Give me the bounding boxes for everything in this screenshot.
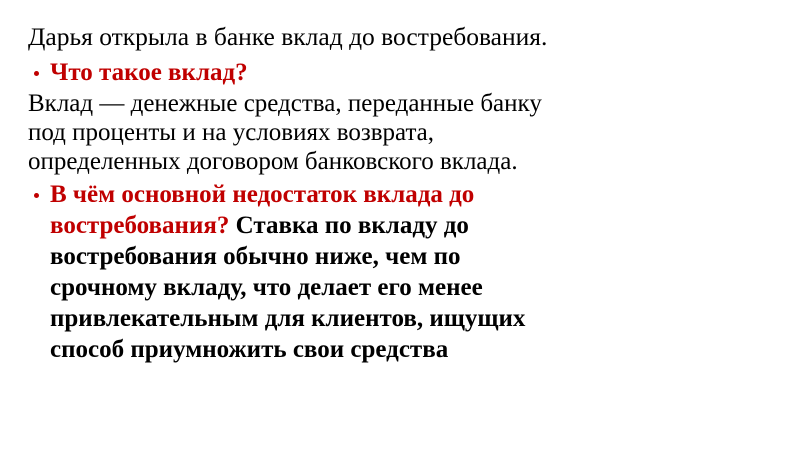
bullet-dot-icon <box>34 193 39 198</box>
bullet-item-1 <box>28 58 770 87</box>
bullet-1-question-text: Что такое вклад? <box>50 58 248 86</box>
bullet-2-answer-line-3: привлекательным для клиентов, ищущих <box>50 304 526 332</box>
definition-line-3: определенных договором банковского вклада. <box>28 147 518 175</box>
definition-paragraph <box>28 89 770 176</box>
bullet-2-question-text-1: В чём основной недостаток вклада до <box>50 180 475 208</box>
bullet-2-question-line-1 <box>28 180 770 209</box>
bullet-dot-icon <box>34 71 39 76</box>
bullet-1-question <box>28 58 770 87</box>
bullet-2-question-text-2: востребования? <box>50 211 230 239</box>
bullet-2-answer-line-4: способ приумножить свои средства <box>50 335 449 363</box>
bullet-2-answer-line-1: востребования обычно ниже, чем по <box>50 242 461 270</box>
definition-line-1: Вклад — денежные средства, переданные банку <box>28 89 542 117</box>
intro-sentence: Дарья открыла в банке вклад до востребования. <box>28 22 548 51</box>
bullet-2-question-line-2 <box>28 211 770 240</box>
bullet-item-2 <box>28 180 770 364</box>
definition-line-2: под проценты и на условиях возврата, <box>28 118 435 146</box>
bullet-2-answer-line-2: срочному вкладу, что делает его менее <box>50 273 483 301</box>
bullet-2-answer-inline: Ставка по вкладу до <box>229 211 469 239</box>
